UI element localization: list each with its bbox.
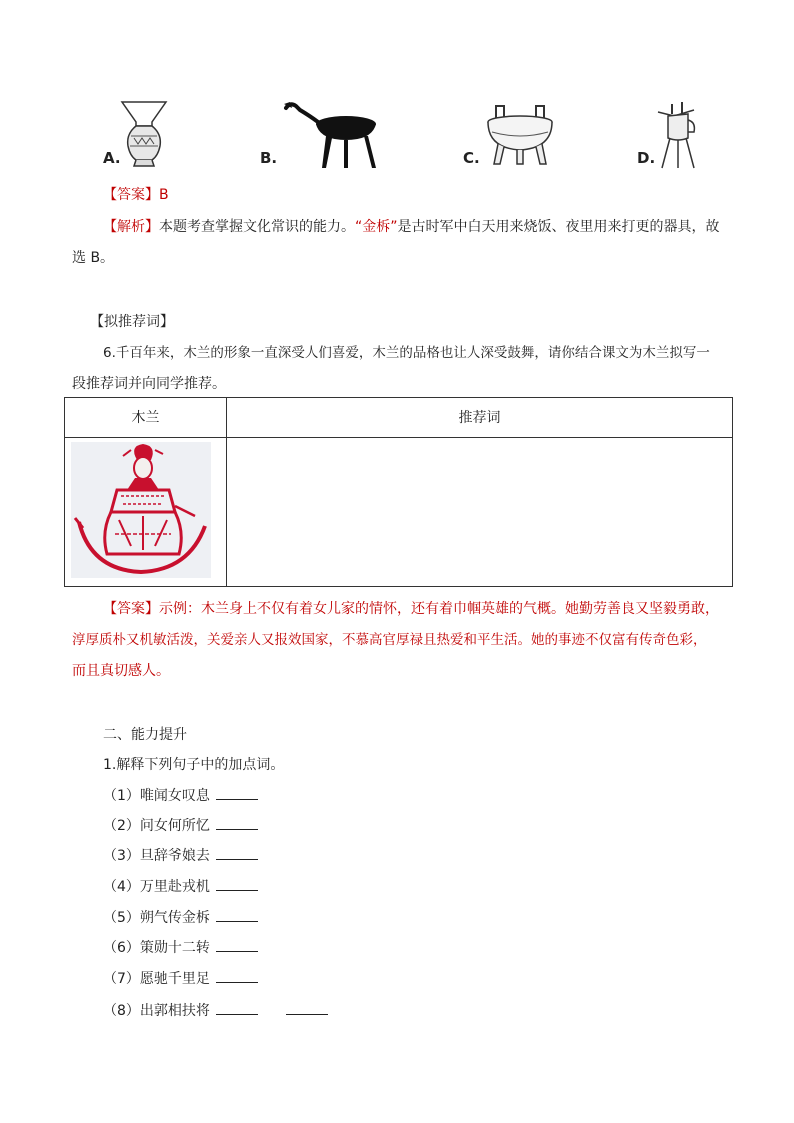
answer-blank[interactable] bbox=[216, 845, 258, 860]
q5-analysis-line-2 bbox=[72, 248, 114, 268]
q5-answer-line bbox=[103, 185, 169, 205]
option-b-letter: B. bbox=[260, 149, 278, 167]
section-label: 【拟推荐词】 bbox=[90, 314, 174, 330]
q5-analysis-line-1 bbox=[103, 217, 720, 237]
answer-blank[interactable] bbox=[286, 1000, 328, 1015]
answer-blank[interactable] bbox=[216, 876, 258, 891]
list-item: （1）唯闻女叹息 bbox=[103, 785, 258, 806]
answer-blank[interactable] bbox=[216, 815, 258, 830]
table-header-recommendation: 推荐词 bbox=[227, 398, 733, 438]
part2-heading: 二、能力提升 bbox=[103, 727, 187, 743]
option-d-letter: D. bbox=[637, 149, 656, 167]
list-item: （8）出郭相扶将 bbox=[103, 1000, 328, 1021]
answer-value: B bbox=[159, 187, 169, 203]
analysis-tag: 【解析】 bbox=[103, 219, 159, 235]
ding-cauldron-icon bbox=[484, 102, 556, 166]
recommendation-cell[interactable] bbox=[227, 438, 733, 587]
list-item: （6）策勋十二转 bbox=[103, 937, 258, 958]
answer-blank[interactable] bbox=[216, 968, 258, 983]
table-header-mulan: 木兰 bbox=[65, 398, 227, 438]
list-item: （2）问女何所忆 bbox=[103, 815, 258, 836]
q6-prompt-line-1: 6.千百年来，木兰的形象一直深受人们喜爱，木兰的品格也让人深受鼓舞，请你结合课文为木兰拟写一 bbox=[103, 345, 710, 361]
recommendation-table bbox=[64, 397, 733, 587]
list-item: （7）愿驰千里足 bbox=[103, 968, 258, 989]
list-item: （3）旦辞爷娘去 bbox=[103, 845, 258, 866]
answer-blank[interactable] bbox=[216, 937, 258, 952]
analysis-quote: “金柝” bbox=[355, 219, 398, 235]
list-item: （4）万里赴戎机 bbox=[103, 876, 258, 897]
option-c-letter: C. bbox=[463, 149, 480, 167]
analysis-text-c: 选 B。 bbox=[72, 250, 115, 266]
list-item: （5）朔气传金柝 bbox=[103, 907, 258, 928]
three-legged-pan-icon bbox=[280, 100, 378, 170]
part2-q1: 1.解释下列句子中的加点词。 bbox=[103, 757, 285, 773]
answer-tag: 【答案】 bbox=[103, 187, 159, 203]
q6-answer-line-2: 淳厚质朴又机敏活泼，关爱亲人又报效国家，不慕高官厚禄且热爱和平生活。她的事迹不仅富有传奇色彩， bbox=[72, 632, 707, 648]
q6-answer-text-1: 示例：木兰身上不仅有着女儿家的情怀，还有着巾帼英雄的气概。她勤劳善良又坚毅勇敢， bbox=[159, 601, 719, 617]
q6-answer-line-1 bbox=[103, 599, 719, 619]
analysis-text-b: 是古时军中白天用来烧饭、夜里用来打更的器具，故 bbox=[397, 219, 720, 235]
q6-answer-tag: 【答案】 bbox=[103, 601, 159, 617]
answer-blank[interactable] bbox=[216, 1000, 258, 1015]
q6-prompt-line-2: 段推荐词并向同学推荐。 bbox=[72, 376, 226, 392]
mulan-image-cell bbox=[65, 438, 227, 587]
analysis-text-a: 本题考查掌握文化常识的能力。 bbox=[159, 219, 355, 235]
mulan-papercut-icon bbox=[71, 442, 211, 578]
bronze-zun-vase-icon bbox=[118, 100, 170, 168]
jue-wine-vessel-icon bbox=[654, 100, 700, 170]
answer-blank[interactable] bbox=[216, 907, 258, 922]
answer-blank[interactable] bbox=[216, 785, 258, 800]
option-a-letter: A. bbox=[103, 149, 121, 167]
q6-answer-line-3: 而且真切感人。 bbox=[72, 663, 170, 679]
